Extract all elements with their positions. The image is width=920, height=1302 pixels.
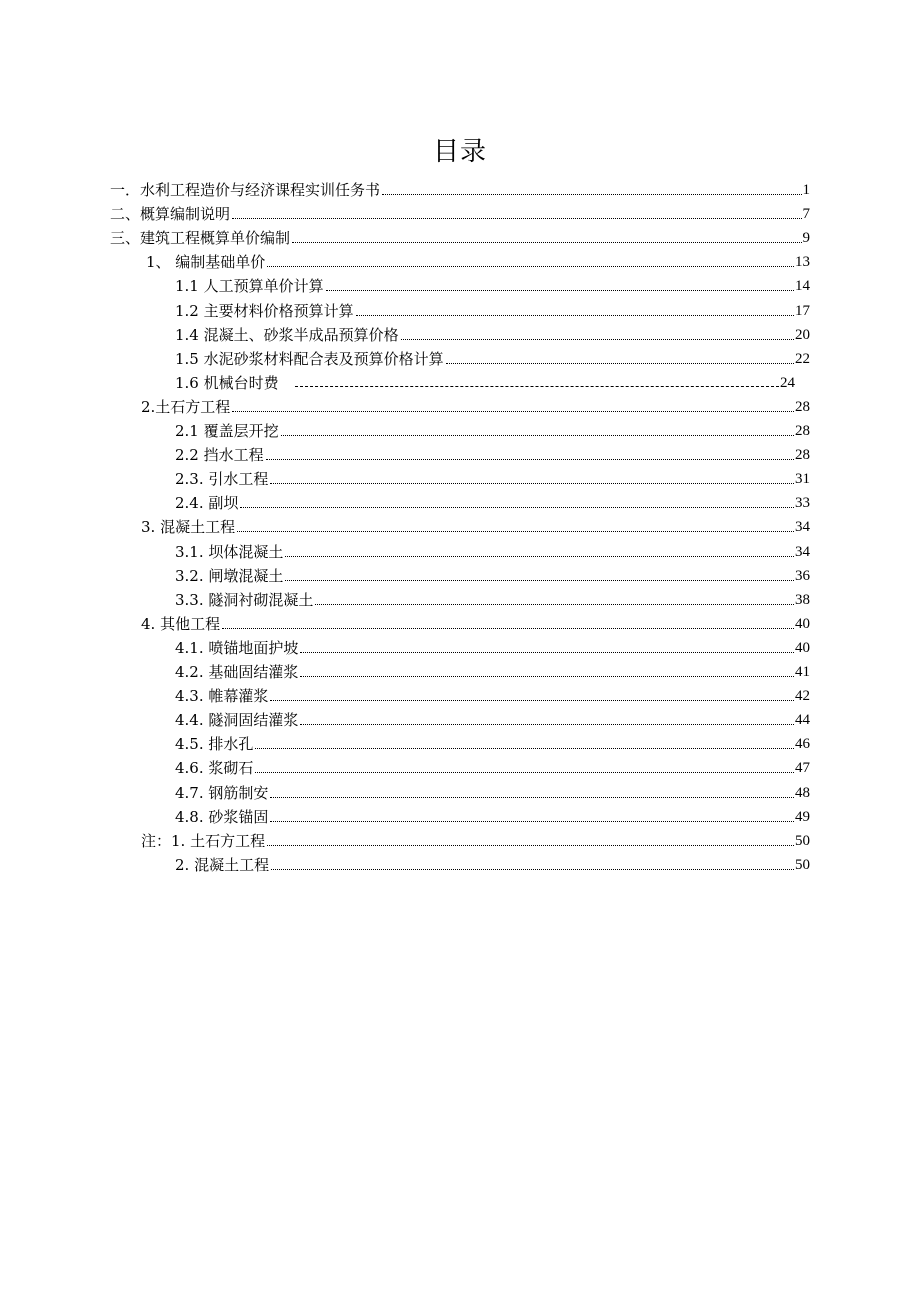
toc-entry-page-number: 41 [795,664,810,680]
toc-entry-label: 一．水利工程造价与经济课程实训任务书 [110,181,381,199]
toc-entry-label: 1.6 机械台时费 [175,373,279,392]
page-title: 目录 [432,137,487,167]
toc-entry-label: 4.4. 隧洞固结灌浆 [175,711,299,730]
toc-entry[interactable] [110,226,810,248]
toc-entry-page-number: 7 [802,206,810,223]
dot-leader [285,580,794,581]
toc-entry[interactable] [175,708,810,730]
dot-leader [255,772,794,773]
toc-entry-label: 4.7. 钢筋制安 [175,783,269,802]
toc-entry[interactable] [175,371,795,393]
toc-entry-page-number: 13 [795,254,810,271]
dot-leader [270,700,794,701]
toc-entry[interactable] [110,202,810,224]
dot-leader [270,483,794,484]
toc-entry-label: 4.1. 喷锚地面护坡 [175,638,299,657]
toc-entry-label: 1.4 混凝土、砂浆半成品预算价格 [175,325,399,344]
toc-entry[interactable] [175,274,810,296]
dot-leader [267,266,794,267]
toc-entry-page-number: 44 [795,712,810,729]
toc-entry[interactable] [175,853,810,875]
toc-entry-page-number: 22 [795,350,810,367]
toc-entry-page-number: 42 [795,688,810,705]
toc-entry[interactable] [175,732,810,754]
toc-entry-label: 4.6. 浆砌石 [175,759,254,778]
toc-entry[interactable] [175,540,810,562]
toc-entry[interactable] [175,491,810,513]
dot-leader [356,315,794,316]
dot-leader [300,676,794,677]
toc-entry-label: 4.2. 基础固结灌浆 [175,663,299,681]
toc-entry[interactable] [110,178,810,200]
toc-entry-label: 2.2 挡水工程 [175,446,264,465]
toc-entry[interactable] [175,299,810,321]
toc-entry-label: 2. 混凝土工程 [175,855,270,874]
dot-leader [266,459,794,460]
toc-entry-page-number: 34 [795,519,810,536]
toc-entry-label: 1、 编制基础单价 [146,253,266,272]
toc-entry-label: 4.5. 排水孔 [175,735,254,754]
dot-leader [300,724,794,725]
toc-entry-label: 3.2. 闸墩混凝土 [175,566,284,585]
toc-entry-label: 注：1. 土石方工程 [141,831,266,850]
toc-entry[interactable] [175,756,810,778]
toc-entry[interactable] [175,805,810,827]
toc-entry-page-number: 28 [795,447,810,464]
toc-entry-label: 1.1 人工预算单价计算 [175,277,324,296]
toc-entry[interactable] [175,781,810,803]
toc-entry-label: 2.土石方工程 [141,397,231,416]
dot-leader [326,290,794,291]
toc-entry[interactable] [175,636,810,658]
dot-leader [281,435,794,436]
toc-entry-label: 3. 混凝土工程 [141,518,236,537]
toc-entry-page-number: 46 [795,736,810,753]
dot-leader [292,242,801,243]
dot-leader [401,339,794,340]
toc-entry-page-number: 49 [795,808,810,825]
dot-leader [271,869,794,870]
toc-entry-page-number: 33 [795,495,810,512]
toc-entry-page-number: 17 [795,302,810,319]
dot-leader [446,363,794,364]
toc-entry-label: 二、概算编制说明 [110,205,231,224]
toc-entry[interactable] [175,588,810,610]
toc-entry[interactable] [141,612,810,634]
toc-entry[interactable] [175,443,810,465]
toc-entry[interactable] [175,419,810,441]
toc-entry-page-number: 40 [795,615,810,632]
dot-leader [240,507,794,508]
toc-entry[interactable] [175,564,810,586]
toc-entry-page-number: 20 [795,326,810,343]
toc-entry-page-number: 9 [802,230,810,247]
dot-leader [237,531,794,532]
dot-leader [315,604,794,605]
toc-entry-label: 2.1 覆盖层开挖 [175,422,279,440]
toc-entry[interactable] [141,515,810,537]
toc-entry-page-number: 50 [795,832,810,849]
dot-leader [255,748,794,749]
toc-entry[interactable] [175,660,810,682]
toc-entry-page-number: 47 [795,760,810,777]
dot-leader [285,556,794,557]
dot-leader [222,628,794,629]
toc-entry-page-number: 28 [795,423,810,439]
toc-entry-label: 4. 其他工程 [141,614,221,633]
toc-entry[interactable] [141,395,810,417]
toc-entry-page-number: 36 [795,567,810,584]
toc-entry-label: 三、建筑工程概算单价编制 [110,229,291,248]
toc-entry-label: 3.3. 隧洞衬砌混凝土 [175,590,314,609]
toc-entry-label: 1.2 主要材料价格预算计算 [175,301,354,320]
toc-entry[interactable] [175,323,810,345]
toc-entry-page-number: 50 [795,856,810,873]
toc-entry[interactable] [146,250,810,272]
toc-entry-page-number: 24 [780,374,795,391]
toc-entry-label: 4.3. 帷幕灌浆 [175,687,269,706]
dot-leader [232,218,801,219]
dot-leader [300,652,794,653]
toc-entry-page-number: 40 [795,639,810,656]
dot-leader [295,386,779,387]
toc-entry-page-number: 38 [795,591,810,608]
toc-entry-label: 2.3. 引水工程 [175,470,269,489]
dot-leader [232,411,794,412]
toc-entry-page-number: 48 [795,784,810,801]
toc-entry[interactable] [175,467,810,489]
toc-entry-page-number: 1 [802,182,810,198]
toc-entry-page-number: 28 [795,398,810,415]
toc-entry-page-number: 34 [795,543,810,560]
toc-entry-label: 4.8. 砂浆锚固 [175,807,269,826]
toc-entry[interactable] [175,347,810,369]
toc-entry-page-number: 31 [795,471,810,488]
toc-entry[interactable] [175,684,810,706]
toc-entry-label: 3.1. 坝体混凝土 [175,542,284,561]
toc-entry-label: 2.4. 副坝 [175,494,239,513]
dot-leader [267,845,794,846]
toc-entry[interactable] [141,829,810,851]
dot-leader [382,194,801,195]
dot-leader [270,821,794,822]
toc-entry-page-number: 14 [795,278,810,295]
toc-entry-label: 1.5 水泥砂浆材料配合表及预算价格计算 [175,349,444,368]
dot-leader [270,797,794,798]
